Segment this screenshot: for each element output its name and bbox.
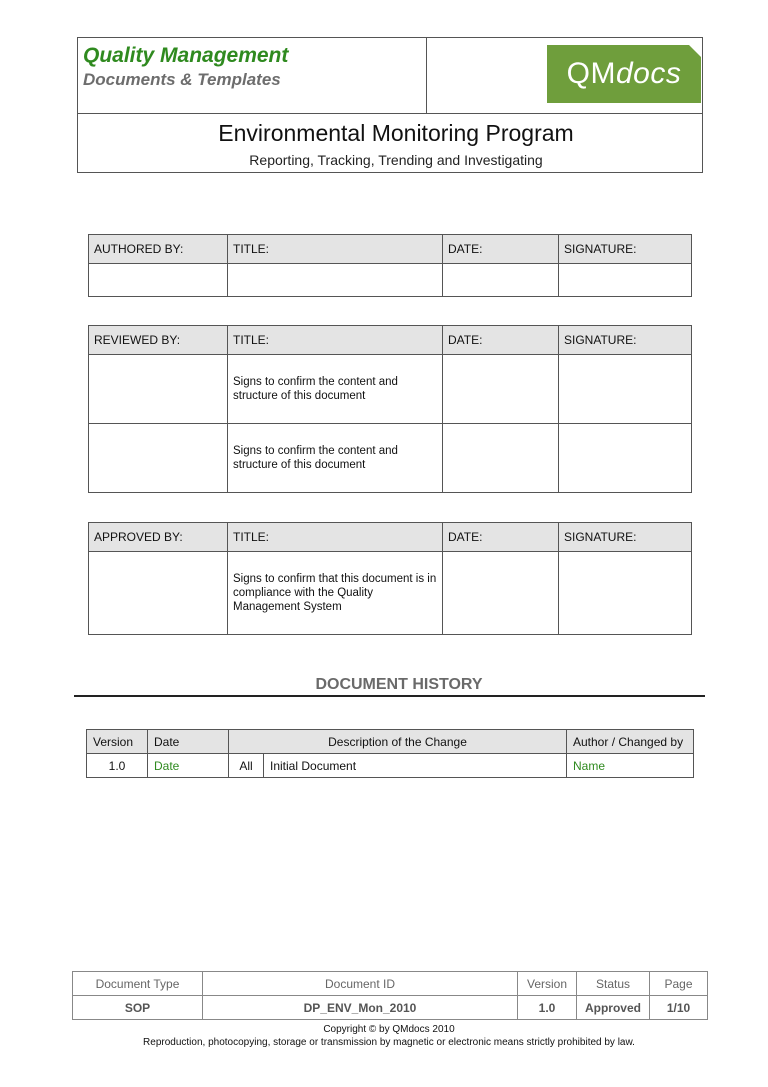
approved-note: Signs to confirm that this document is in compliance with the Quality Management System xyxy=(228,552,443,635)
history-table xyxy=(86,729,694,778)
footer-type-value: SOP xyxy=(73,996,203,1020)
reviewed-signature-cell-1[interactable] xyxy=(559,355,692,424)
reviewed-signature-header: SIGNATURE: xyxy=(559,326,692,355)
footer-id-value: DP_ENV_Mon_2010 xyxy=(203,996,518,1020)
history-rule xyxy=(74,695,705,697)
reviewed-date-cell-2[interactable] xyxy=(443,424,559,493)
reviewed-signature-cell-2[interactable] xyxy=(559,424,692,493)
approved-title-header: TITLE: xyxy=(228,523,443,552)
copyright-notice: Reproduction, photocopying, storage or transmission by magnetic or electronic means strictly prohibited by law. xyxy=(143,1037,635,1048)
history-scope-value: All xyxy=(229,754,264,778)
history-date-header: Date xyxy=(148,730,229,754)
reviewed-table xyxy=(88,325,692,493)
approved-name-cell[interactable] xyxy=(89,552,228,635)
reviewed-note-2: Signs to confirm the content and structure of this document xyxy=(228,424,443,493)
authored-signature-cell[interactable] xyxy=(559,264,692,297)
document-header xyxy=(77,37,703,173)
footer-type-header: Document Type xyxy=(73,972,203,996)
reviewed-name-cell-1[interactable] xyxy=(89,355,228,424)
footer-page-header: Page xyxy=(650,972,708,996)
authored-signature-header: SIGNATURE: xyxy=(559,235,692,264)
footer-id-header: Document ID xyxy=(203,972,518,996)
history-title: DOCUMENT HISTORY xyxy=(315,676,483,693)
history-description-value: Initial Document xyxy=(264,754,567,778)
footer-status-header: Status xyxy=(577,972,650,996)
approved-signature-cell[interactable] xyxy=(559,552,692,635)
approved-table xyxy=(88,522,692,635)
authored-date-cell[interactable] xyxy=(443,264,559,297)
authored-title-header: TITLE: xyxy=(228,235,443,264)
header-top-row xyxy=(78,38,702,114)
copyright-line: Copyright © by QMdocs 2010 xyxy=(323,1024,455,1035)
brand-subtitle: Documents & Templates xyxy=(83,70,281,89)
reviewed-by-header: REVIEWED BY: xyxy=(89,326,228,355)
history-description-header: Description of the Change xyxy=(229,730,567,754)
reviewed-title-header: TITLE: xyxy=(228,326,443,355)
history-version-header: Version xyxy=(87,730,148,754)
approved-date-cell[interactable] xyxy=(443,552,559,635)
logo-text-docs: docs xyxy=(615,57,682,90)
page-title: Environmental Monitoring Program xyxy=(218,120,574,146)
footer-version-value: 1.0 xyxy=(518,996,577,1020)
qmdocs-logo xyxy=(547,45,701,103)
brand-title: Quality Management xyxy=(83,44,289,67)
footer-version-header: Version xyxy=(518,972,577,996)
authored-name-cell[interactable] xyxy=(89,264,228,297)
logo-text-qm: QM xyxy=(566,57,616,90)
reviewed-name-cell-2[interactable] xyxy=(89,424,228,493)
footer-page-value: 1/10 xyxy=(650,996,708,1020)
history-author-header: Author / Changed by xyxy=(567,730,694,754)
authored-date-header: DATE: xyxy=(443,235,559,264)
footer-table xyxy=(72,971,708,1020)
authored-table xyxy=(88,234,692,297)
reviewed-note-1: Signs to confirm the content and structure of this document xyxy=(228,355,443,424)
approved-signature-header: SIGNATURE: xyxy=(559,523,692,552)
history-version-value: 1.0 xyxy=(87,754,148,778)
header-divider xyxy=(426,38,427,114)
approved-by-header: APPROVED BY: xyxy=(89,523,228,552)
reviewed-date-header: DATE: xyxy=(443,326,559,355)
logo-corner-fold xyxy=(689,45,701,57)
reviewed-date-cell-1[interactable] xyxy=(443,355,559,424)
authored-by-header: AUTHORED BY: xyxy=(89,235,228,264)
authored-title-cell[interactable] xyxy=(228,264,443,297)
approved-date-header: DATE: xyxy=(443,523,559,552)
history-author-value[interactable]: Name xyxy=(567,754,694,778)
footer-status-value: Approved xyxy=(577,996,650,1020)
history-date-value[interactable]: Date xyxy=(148,754,229,778)
page-subtitle: Reporting, Tracking, Trending and Investigating xyxy=(249,152,543,168)
